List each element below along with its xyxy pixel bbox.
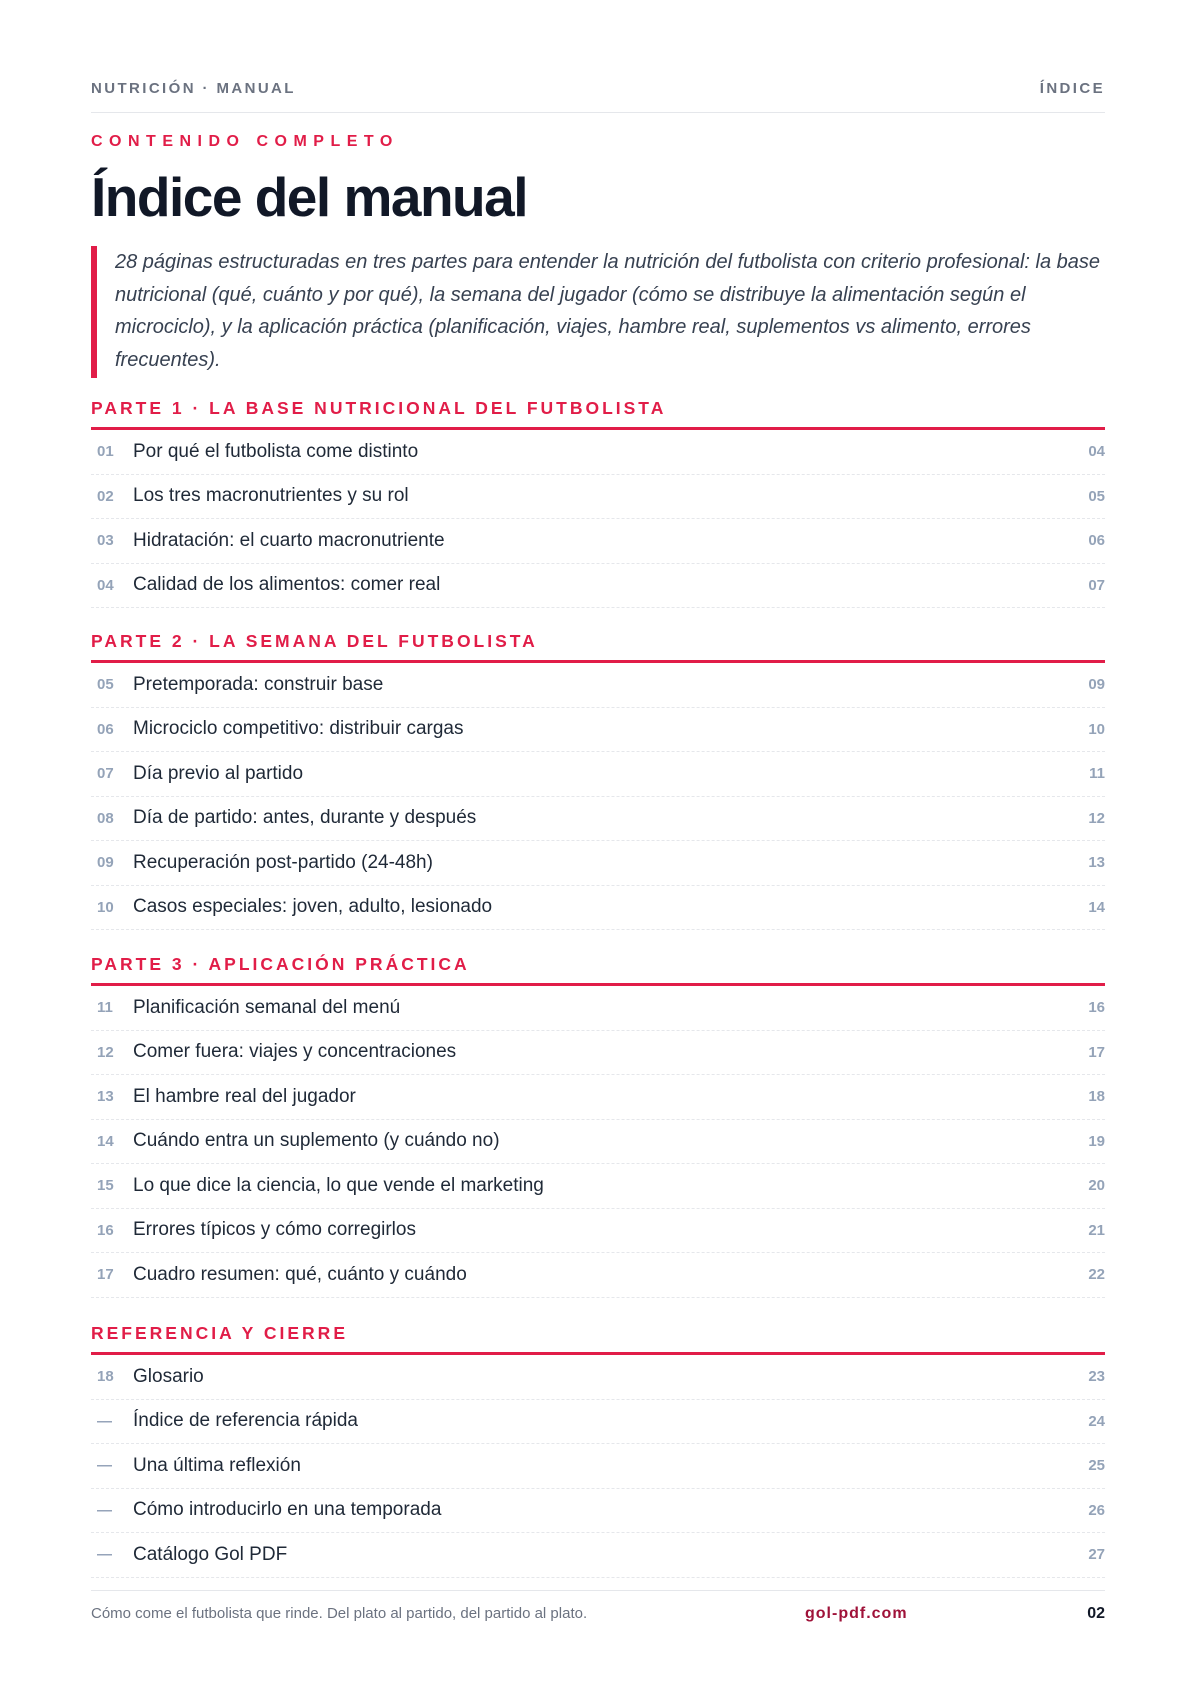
header-section-label: NUTRICIÓN · MANUAL [91,80,296,97]
running-header [91,80,1105,113]
entry-number: 11 [97,999,113,1017]
entry-title: Cómo introducirlo en una temporada [133,1499,442,1521]
entry-page-number: 24 [1088,1412,1105,1430]
entry-number: 16 [97,1221,114,1239]
entry-title: El hambre real del jugador [133,1085,356,1107]
entry-title: Cuadro resumen: qué, cuánto y cuándo [133,1263,467,1285]
entry-number: 07 [97,765,114,783]
entry-title: Microciclo competitivo: distribuir cargas [133,718,464,740]
toc-entry[interactable] [91,841,1105,886]
entry-page-number: 11 [1089,765,1105,783]
toc-entry[interactable] [91,1489,1105,1534]
intro-quote [91,246,1105,378]
entry-title: Cuándo entra un suplemento (y cuándo no) [133,1130,500,1152]
entry-number: 13 [97,1088,114,1106]
entry-page-number: 07 [1088,576,1105,594]
toc-entry[interactable] [91,663,1105,708]
entry-title: Planificación semanal del menú [133,996,401,1018]
section-heading: PARTE 1 · LA BASE NUTRICIONAL DEL FUTBOLISTA [91,395,1105,430]
toc-entry[interactable] [91,797,1105,842]
entry-number: 02 [97,487,114,505]
toc-entry[interactable] [91,475,1105,520]
entry-number: 01 [97,443,114,461]
entry-page-number: 05 [1088,487,1105,505]
entry-number: — [97,1546,112,1564]
entry-page-number: 17 [1088,1043,1105,1061]
toc-entry[interactable] [91,1533,1105,1578]
entry-page-number: 27 [1088,1546,1105,1564]
entry-page-number: 21 [1088,1221,1105,1239]
section-heading: PARTE 3 · APLICACIÓN PRÁCTICA [91,951,1105,986]
toc-entry[interactable] [91,430,1105,475]
entry-title: Por qué el futbolista come distinto [133,440,419,462]
footer-page-number: 02 [1087,1605,1105,1622]
entry-number: 18 [97,1368,114,1386]
entry-title: Día previo al partido [133,762,304,784]
entry-page-number: 04 [1088,443,1105,461]
entry-title: Una última reflexión [133,1454,301,1476]
toc-entry[interactable] [91,564,1105,609]
intro-text: 28 páginas estructuradas en tres partes para entender la nutrición del futbolista con criterio profesional: la base nutricional (qué, cuánto y por qué), la semana del jugador (cómo se distribuye la alimentación según el microciclo), y la aplicación práctica (planificación, viajes, hambre real, suplementos vs alimento, errores frecuentes). [115,251,1101,371]
eyebrow-label: CONTENIDO COMPLETO [91,133,399,150]
entry-title: Calidad de los alimentos: comer real [133,574,441,596]
entry-title: Catálogo Gol PDF [133,1543,288,1565]
entry-page-number: 22 [1088,1266,1105,1284]
entry-title: Pretemporada: construir base [133,673,384,695]
footer-tagline: Cómo come el futbolista que rinde. Del plato al partido, del partido al plato. [91,1605,588,1622]
entry-number: 15 [97,1177,114,1195]
toc-entry[interactable] [91,1400,1105,1445]
entry-page-number: 20 [1088,1177,1105,1195]
entry-page-number: 06 [1088,532,1105,550]
entry-title: Hidratación: el cuarto macronutriente [133,529,445,551]
entry-number: 04 [97,576,114,594]
header-page-label: ÍNDICE [1039,80,1105,97]
entry-page-number: 10 [1088,720,1105,738]
entry-number: — [97,1457,112,1475]
entry-page-number: 14 [1088,898,1105,916]
toc-entry[interactable] [91,519,1105,564]
entry-page-number: 16 [1088,999,1105,1017]
entry-title: Comer fuera: viajes y concentraciones [133,1041,457,1063]
entry-number: — [97,1501,112,1519]
toc-entry[interactable] [91,1075,1105,1120]
entry-number: 06 [97,720,114,738]
entry-number: 09 [97,854,114,872]
entry-number: 12 [97,1043,114,1061]
entry-number: 17 [97,1266,114,1284]
toc-section [91,628,1105,930]
entry-number: 05 [97,676,114,694]
toc-section [91,951,1105,1298]
entry-title: Errores típicos y cómo corregirlos [133,1219,416,1241]
entry-page-number: 18 [1088,1088,1105,1106]
toc-entry[interactable] [91,1209,1105,1254]
toc-entry[interactable] [91,1444,1105,1489]
section-heading: REFERENCIA Y CIERRE [91,1320,1105,1355]
entry-number: 10 [97,898,114,916]
entry-number: 03 [97,532,114,550]
entry-title: Lo que dice la ciencia, lo que vende el marketing [133,1174,544,1196]
entry-title: Casos especiales: joven, adulto, lesionado [133,896,493,918]
toc-entry[interactable] [91,1164,1105,1209]
toc-entry[interactable] [91,1120,1105,1165]
toc-entry[interactable] [91,1355,1105,1400]
entry-number: — [97,1412,112,1430]
page-footer [91,1590,1105,1621]
toc-entry[interactable] [91,886,1105,931]
section-heading: PARTE 2 · LA SEMANA DEL FUTBOLISTA [91,628,1105,663]
entry-page-number: 09 [1088,676,1105,694]
toc-section [91,1320,1105,1578]
toc-entry[interactable] [91,1031,1105,1076]
toc-section [91,395,1105,608]
entry-page-number: 12 [1088,809,1105,827]
entry-page-number: 23 [1088,1368,1105,1386]
toc-entry[interactable] [91,1253,1105,1298]
page-title: Índice del manual [91,166,528,228]
entry-number: 08 [97,809,114,827]
toc-entry[interactable] [91,708,1105,753]
entry-page-number: 19 [1088,1132,1105,1150]
entry-page-number: 26 [1088,1501,1105,1519]
footer-site-link[interactable]: gol-pdf.com [805,1605,908,1622]
entry-title: Los tres macronutrientes y su rol [133,485,409,507]
toc-entry[interactable] [91,986,1105,1031]
entry-page-number: 25 [1088,1457,1105,1475]
entry-title: Recuperación post-partido (24-48h) [133,851,433,873]
entry-title: Glosario [133,1365,204,1387]
entry-page-number: 13 [1088,854,1105,872]
entry-number: 14 [97,1132,114,1150]
entry-title: Día de partido: antes, durante y después [133,807,477,829]
entry-title: Índice de referencia rápida [133,1410,358,1432]
toc-entry[interactable] [91,752,1105,797]
